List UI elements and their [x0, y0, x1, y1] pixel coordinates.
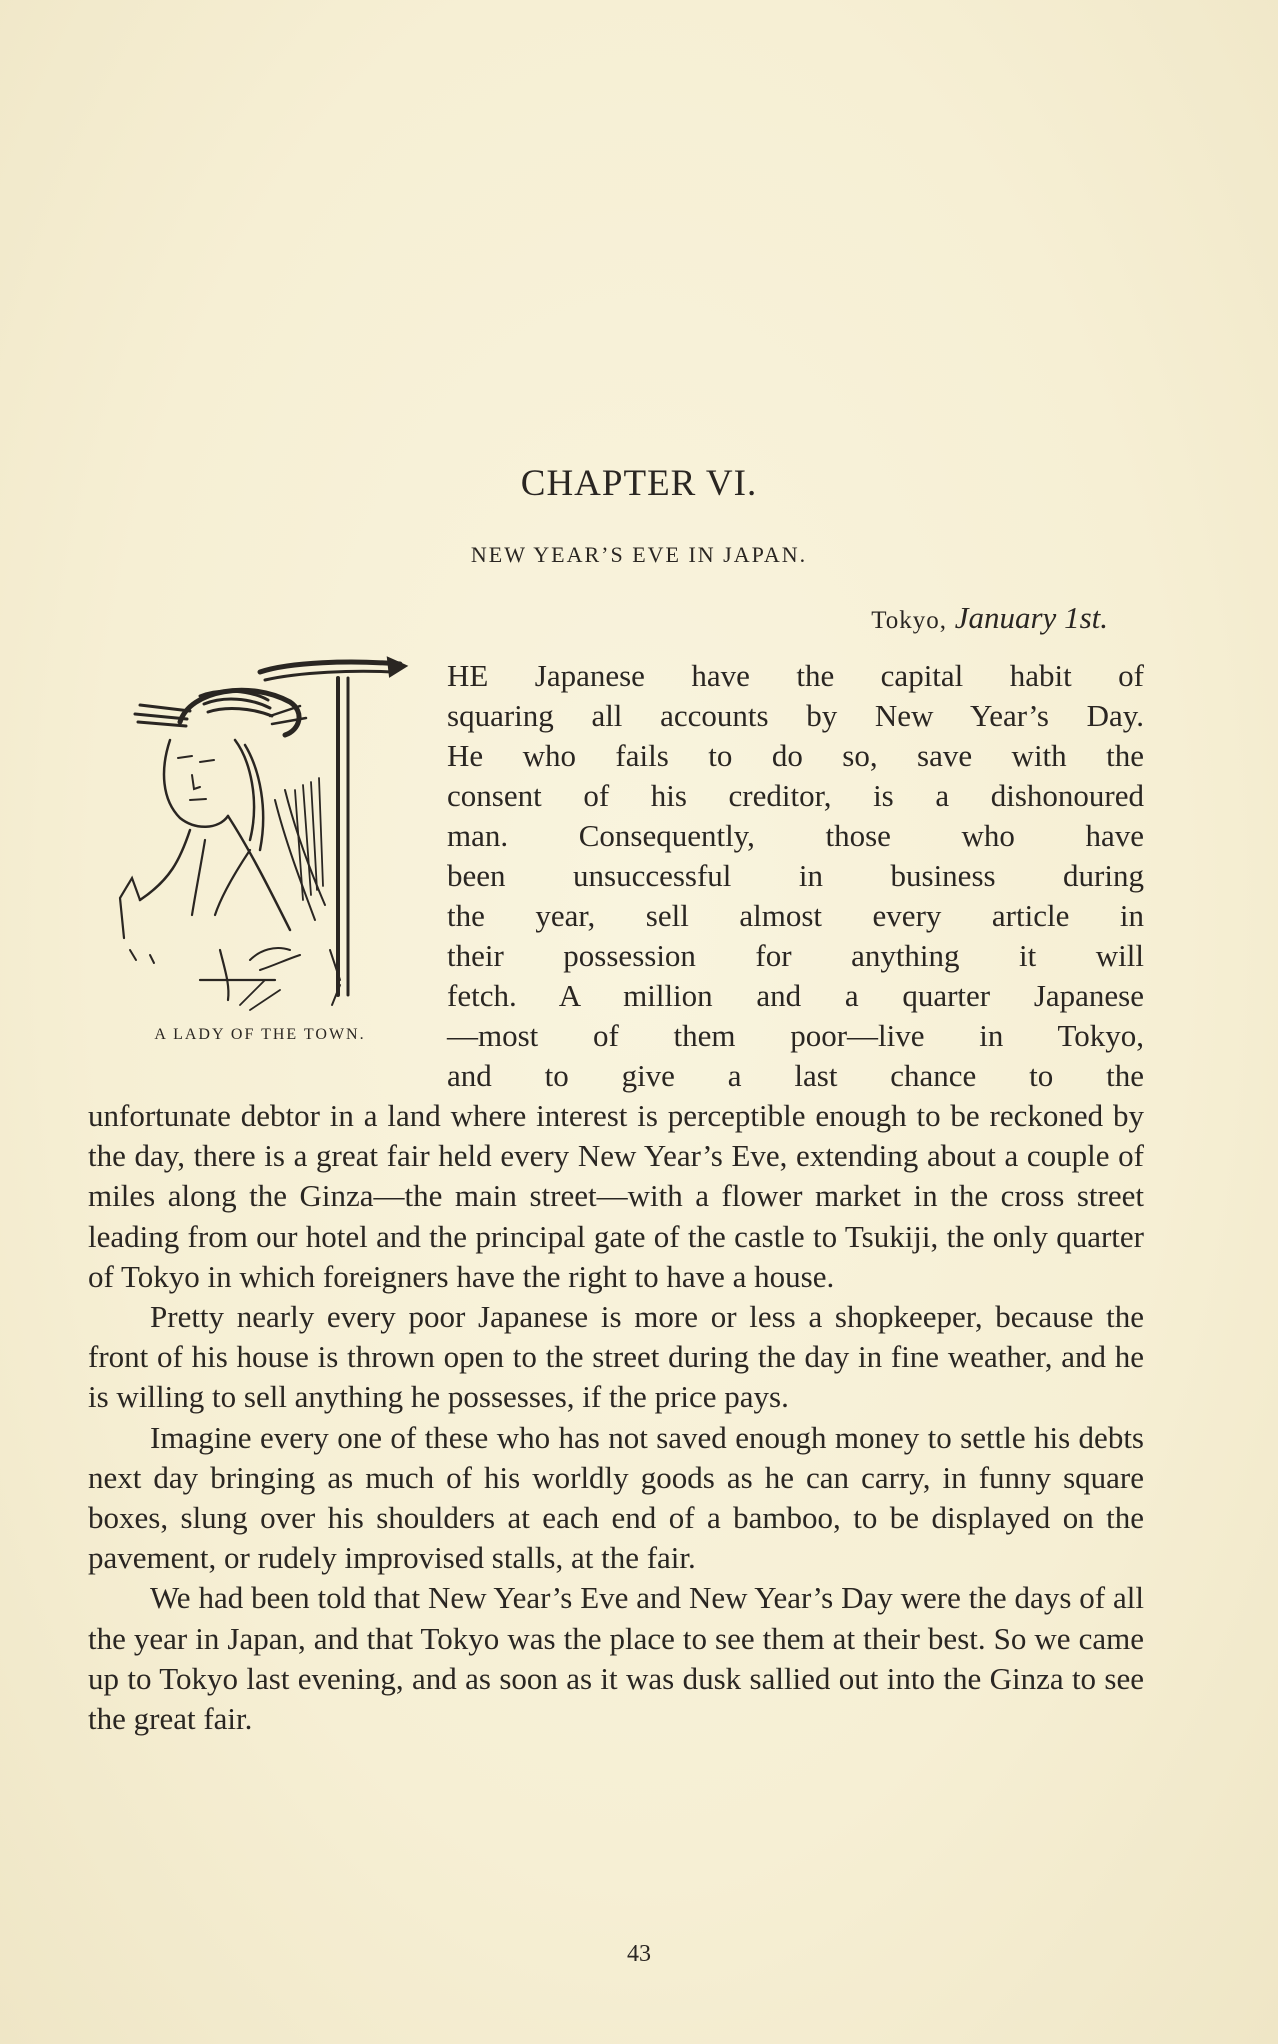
narrow-line: the year, sell almost every article in: [447, 898, 1144, 933]
narrow-line: —most of them poor—live in Tokyo,: [447, 1018, 1144, 1053]
paragraph: unfortunate debtor in a land where interest is perceptible enough to be reckoned by the day, there is a great fair held every New Year’s Eve, extending about a couple of miles along the Ginza—the main street—with a flower market in the cross street leading from our hotel and the principal gate of the castle to Tsukiji, the only quarter of Tokyo in which foreigners have the right to have a house.: [88, 1098, 1144, 1294]
paragraph: We had been told that New Year’s Eve and New Year’s Day were the days of all the year in Japan, and that Tokyo was the place to see them at their best. So we came up to Tokyo last evening, and as soon as it was dusk sallied out into the Ginza to see the great fair.: [88, 1580, 1144, 1737]
narrow-line: man. Consequently, those who have: [447, 818, 1144, 853]
narrow-line: their possession for anything it will: [447, 938, 1144, 973]
dateline-place: Tokyo,: [871, 607, 947, 634]
narrow-line: been unsuccessful in business during: [447, 858, 1144, 893]
lady-illustration: [100, 650, 420, 1025]
paragraph: Pretty nearly every poor Japanese is more or less a shopkeeper, because the front of his house is thrown open to the street during the day in fine weather, and he is willing to sell anything he possesses, if the price pays.: [88, 1299, 1144, 1415]
narrow-line: and to give a last chance to the: [447, 1058, 1144, 1093]
illustration-caption: A LADY OF THE TOWN.: [154, 1026, 366, 1043]
dateline: [871, 600, 1108, 636]
paragraph: Imagine every one of these who has not saved enough money to settle his debts next day bringing as much of his worldly goods as he can carry, in funny square boxes, slung over his shoulders at each end of a bamboo, to be displayed on the pavement, or rudely improvised stalls, at the fair.: [88, 1419, 1144, 1576]
narrow-line: squaring all accounts by New Year’s Day.: [447, 698, 1144, 733]
body-text: [88, 1096, 1144, 1739]
narrow-line: consent of his creditor, is a dishonoured: [447, 778, 1144, 813]
chapter-title: CHAPTER VI.: [520, 463, 758, 504]
chapter-subtitle: NEW YEAR’S EVE IN JAPAN.: [470, 542, 808, 567]
page-number: 43: [627, 1941, 651, 1967]
dateline-date: January 1st.: [954, 600, 1108, 635]
narrow-line: fetch. A million and a quarter Japanese: [447, 978, 1144, 1013]
narrow-line: He who fails to do so, save with the: [447, 738, 1144, 773]
narrow-line: HE Japanese have the capital habit of: [447, 658, 1144, 693]
